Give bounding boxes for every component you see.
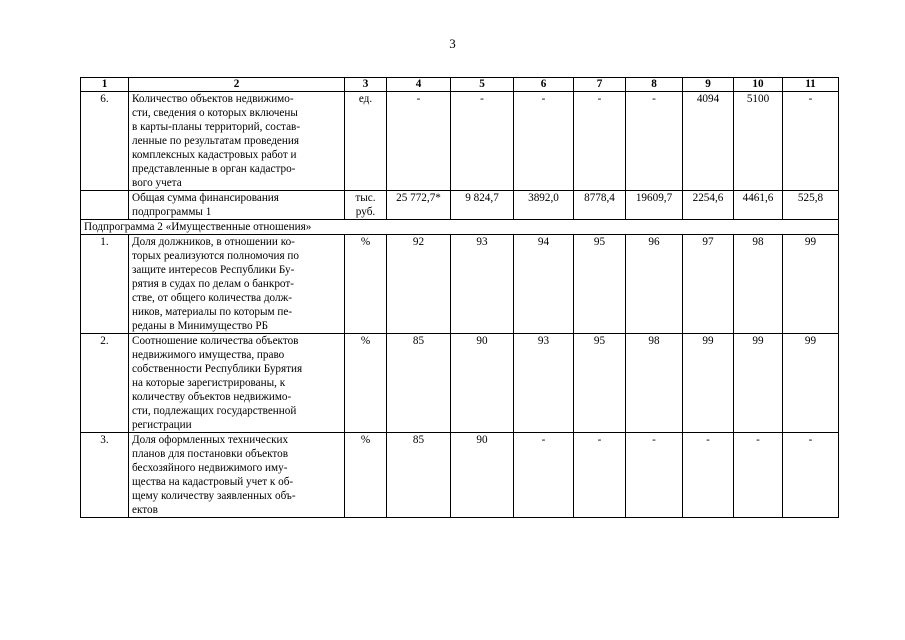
row-number: 3.: [81, 433, 129, 518]
subprogram-header-row: [81, 220, 839, 235]
name-line: сти, подлежащих государственной: [132, 405, 297, 417]
value-cell: 94: [514, 235, 574, 334]
name-line: недвижимого имущества, право: [132, 349, 285, 361]
header-row: [81, 78, 839, 92]
value-cell: 99: [783, 334, 839, 433]
value-cell: 95: [574, 235, 626, 334]
unit-cell: ед.: [345, 92, 387, 191]
name-line: в карты-планы территорий, состав-: [132, 121, 301, 133]
unit-cell: %: [345, 334, 387, 433]
subprogram-title: Подпрограмма 2 «Имущественные отношения»: [81, 220, 839, 235]
value-cell: 4461,6: [734, 191, 783, 220]
name-line: собственности Республики Бурятия: [132, 363, 303, 375]
row-number: 1.: [81, 235, 129, 334]
name-line: щему количеству заявленных объ-: [132, 490, 296, 502]
value-cell: -: [783, 92, 839, 191]
name-line: ленные по результатам проведения: [132, 135, 299, 147]
page-number: 3: [449, 36, 456, 51]
name-line: рятия в судах по делам о банкрот-: [132, 278, 294, 290]
name-line: сти, сведения о которых включены: [132, 107, 298, 119]
value-cell: 25 772,7*: [387, 191, 451, 220]
name-line: щества на кадастровый учет к об-: [132, 476, 294, 488]
empty-cell: [81, 191, 129, 220]
header-cell: 8: [626, 78, 683, 92]
unit-cell: [345, 191, 387, 220]
value-cell: 93: [451, 235, 514, 334]
table-row: [81, 235, 839, 334]
total-name: [129, 191, 345, 220]
value-cell: 2254,6: [683, 191, 734, 220]
value-cell: -: [514, 433, 574, 518]
value-cell: 90: [451, 433, 514, 518]
header-cell: 6: [514, 78, 574, 92]
unit-line: тыс.: [355, 192, 376, 204]
name-line: планов для постановки объектов: [132, 448, 288, 460]
value-cell: -: [626, 433, 683, 518]
name-line: вого учета: [132, 177, 182, 189]
unit-cell: %: [345, 235, 387, 334]
name-line: защите интересов Республики Бу-: [132, 264, 295, 276]
value-cell: 99: [783, 235, 839, 334]
name-line: Доля должников, в отношении ко-: [132, 236, 295, 248]
value-cell: -: [734, 433, 783, 518]
indicators-table: [80, 77, 839, 518]
value-cell: 98: [626, 334, 683, 433]
value-cell: 8778,4: [574, 191, 626, 220]
row-number: 6.: [81, 92, 129, 191]
row-number: 2.: [81, 334, 129, 433]
value-cell: 85: [387, 433, 451, 518]
header-cell: 10: [734, 78, 783, 92]
value-cell: 19609,7: [626, 191, 683, 220]
total-row: [81, 191, 839, 220]
name-line: бесхозяйного недвижимого иму-: [132, 462, 288, 474]
value-cell: -: [451, 92, 514, 191]
unit-cell: %: [345, 433, 387, 518]
name-line: ников, материалы по которым пе-: [132, 306, 293, 318]
header-cell: 3: [345, 78, 387, 92]
value-cell: -: [387, 92, 451, 191]
name-line: на которые зарегистрированы, к: [132, 377, 286, 389]
value-cell: 96: [626, 235, 683, 334]
header-cell: 7: [574, 78, 626, 92]
value-cell: -: [514, 92, 574, 191]
value-cell: -: [626, 92, 683, 191]
value-cell: 525,8: [783, 191, 839, 220]
header-cell: 11: [783, 78, 839, 92]
name-line: реданы в Минимущество РБ: [132, 320, 268, 332]
name-line: подпрограммы 1: [132, 206, 212, 218]
name-line: Общая сумма финансирования: [132, 192, 279, 204]
value-cell: 9 824,7: [451, 191, 514, 220]
name-line: количеству объектов недвижимо-: [132, 391, 292, 403]
name-line: ектов: [132, 504, 158, 516]
value-cell: 5100: [734, 92, 783, 191]
indicator-name: [129, 235, 345, 334]
value-cell: -: [783, 433, 839, 518]
value-cell: 4094: [683, 92, 734, 191]
name-line: стве, от общего количества долж-: [132, 292, 293, 304]
indicator-name: [129, 433, 345, 518]
value-cell: -: [574, 92, 626, 191]
value-cell: 99: [683, 334, 734, 433]
value-cell: 92: [387, 235, 451, 334]
value-cell: 3892,0: [514, 191, 574, 220]
table-row: [81, 92, 839, 191]
name-line: Соотношение количества объектов: [132, 335, 299, 347]
value-cell: 93: [514, 334, 574, 433]
name-line: комплексных кадастровых работ и: [132, 149, 297, 161]
table-row: [81, 433, 839, 518]
name-line: регистрации: [132, 419, 192, 431]
value-cell: -: [574, 433, 626, 518]
value-cell: 85: [387, 334, 451, 433]
name-line: торых реализуются полномочия по: [132, 250, 299, 262]
indicator-name: [129, 334, 345, 433]
name-line: представленные в орган кадастро-: [132, 163, 296, 175]
header-cell: 2: [129, 78, 345, 92]
header-cell: 1: [81, 78, 129, 92]
header-cell: 5: [451, 78, 514, 92]
header-cell: 9: [683, 78, 734, 92]
value-cell: 99: [734, 334, 783, 433]
name-line: Доля оформленных технических: [132, 434, 289, 446]
indicator-name: [129, 92, 345, 191]
table-row: [81, 334, 839, 433]
header-cell: 4: [387, 78, 451, 92]
unit-line: руб.: [355, 206, 376, 218]
name-line: Количество объектов недвижимо-: [132, 93, 294, 105]
value-cell: -: [683, 433, 734, 518]
value-cell: 95: [574, 334, 626, 433]
value-cell: 98: [734, 235, 783, 334]
value-cell: 90: [451, 334, 514, 433]
value-cell: 97: [683, 235, 734, 334]
